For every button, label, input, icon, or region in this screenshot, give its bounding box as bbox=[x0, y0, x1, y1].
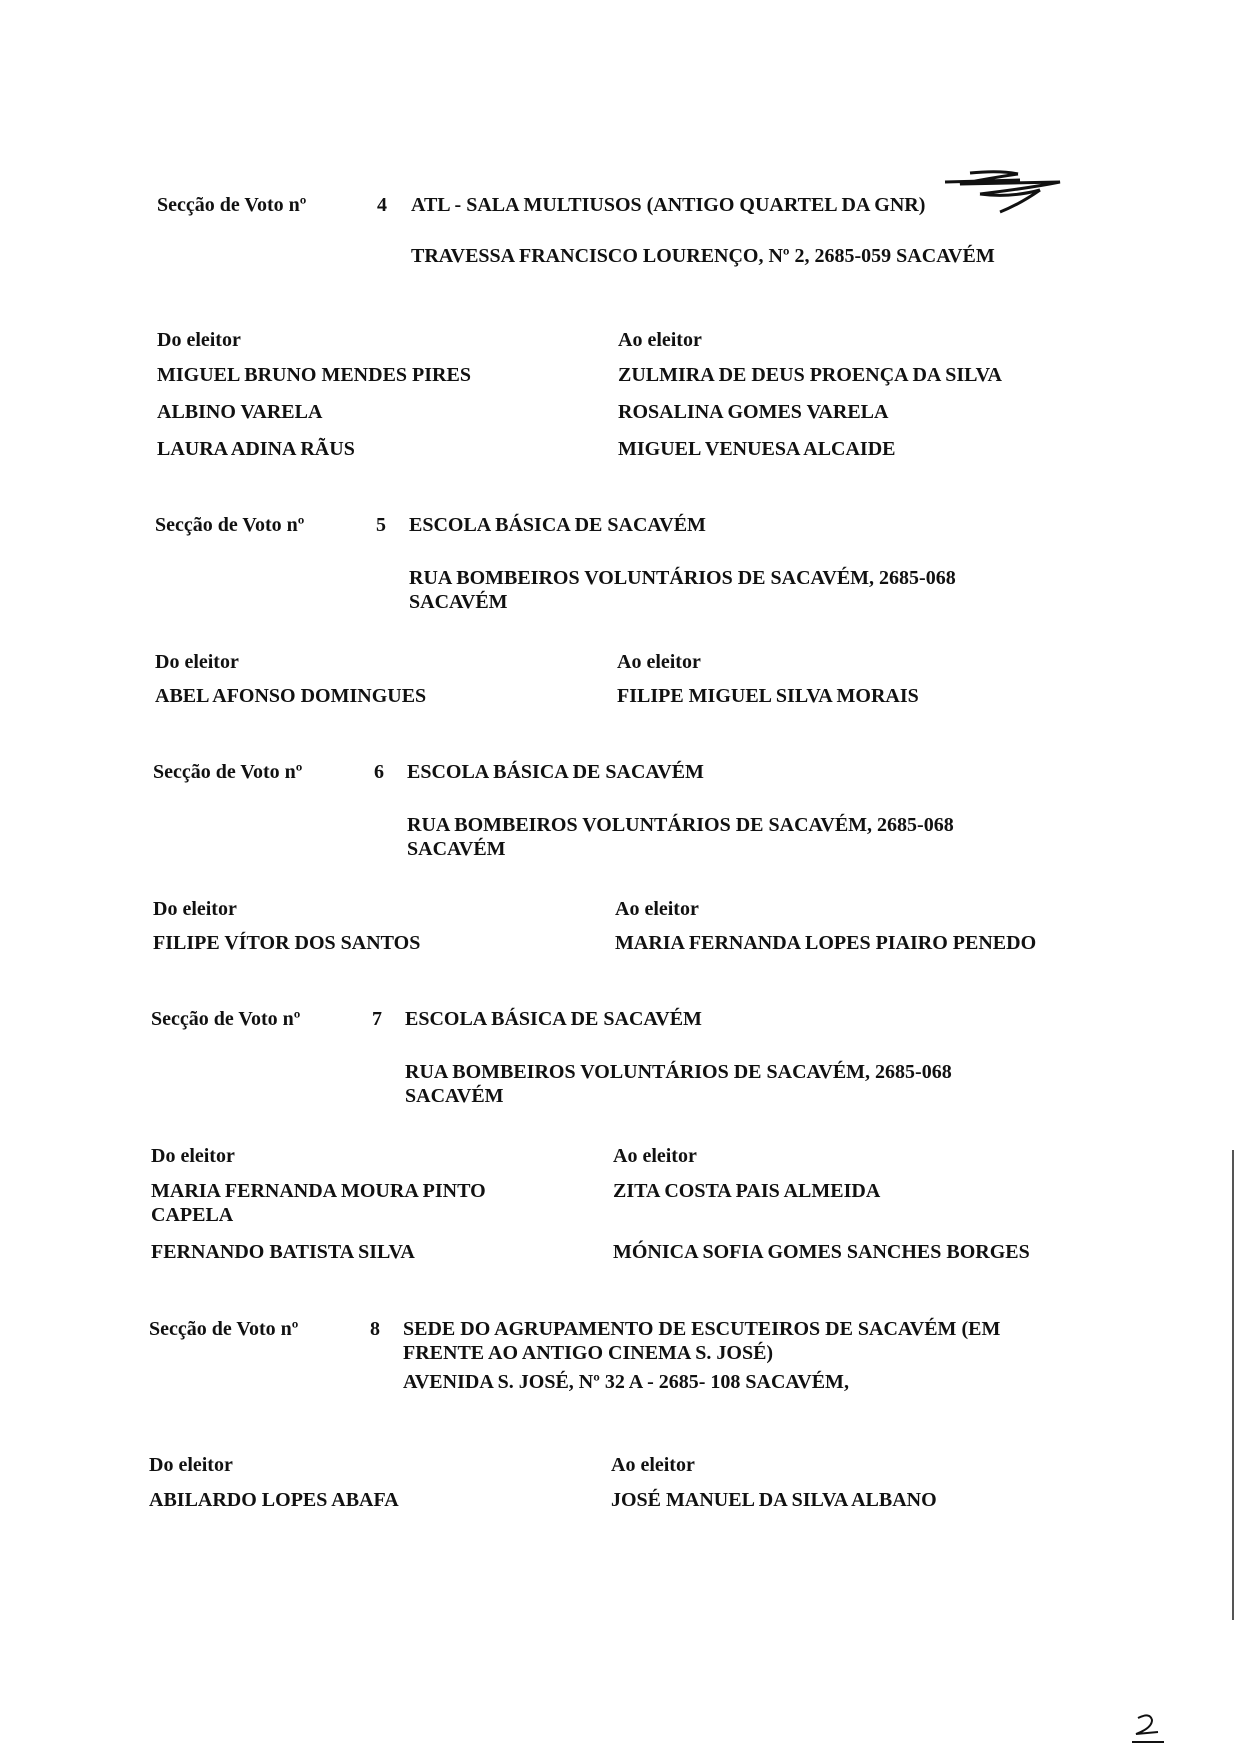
section-8-label: Secção de Voto nº bbox=[149, 1318, 299, 1340]
section-8-place: SEDE DO AGRUPAMENTO DE ESCUTEIROS DE SACAVÉM (EM FRENTE AO ANTIGO CINEMA S. JOSÉ) bbox=[403, 1318, 1001, 1364]
section-5-address: RUA BOMBEIROS VOLUNTÁRIOS DE SACAVÉM, 2685-068 SACAVÉM bbox=[409, 567, 956, 613]
section-4-to-name: MIGUEL VENUESA ALCAIDE bbox=[618, 438, 896, 460]
section-4-address: TRAVESSA FRANCISCO LOURENÇO, Nº 2, 2685-059 SACAVÉM bbox=[411, 245, 995, 267]
section-8-address: AVENIDA S. JOSÉ, Nº 32 A - 2685- 108 SACAVÉM, bbox=[403, 1371, 849, 1393]
section-8-to-label: Ao eleitor bbox=[611, 1454, 695, 1476]
section-4-to-name: ZULMIRA DE DEUS PROENÇA DA SILVA bbox=[618, 364, 1002, 386]
section-7-place: ESCOLA BÁSICA DE SACAVÉM bbox=[405, 1008, 702, 1030]
scan-edge-line bbox=[1232, 1150, 1234, 1620]
section-7-to-name: ZITA COSTA PAIS ALMEIDA bbox=[613, 1180, 881, 1202]
section-4-to-name: ROSALINA GOMES VARELA bbox=[618, 401, 889, 423]
section-6-address: RUA BOMBEIROS VOLUNTÁRIOS DE SACAVÉM, 2685-068 SACAVÉM bbox=[407, 814, 954, 860]
section-6-label: Secção de Voto nº bbox=[153, 761, 303, 783]
section-4-from-name: ALBINO VARELA bbox=[157, 401, 323, 423]
section-4-from-name: MIGUEL BRUNO MENDES PIRES bbox=[157, 364, 471, 386]
section-8-to-name: JOSÉ MANUEL DA SILVA ALBANO bbox=[611, 1489, 937, 1511]
section-6-from-label: Do eleitor bbox=[153, 898, 237, 920]
handwritten-page-number bbox=[1128, 1712, 1168, 1746]
section-7-address: RUA BOMBEIROS VOLUNTÁRIOS DE SACAVÉM, 2685-068 SACAVÉM bbox=[405, 1061, 952, 1107]
section-5-place: ESCOLA BÁSICA DE SACAVÉM bbox=[409, 514, 706, 536]
section-7-from-name: FERNANDO BATISTA SILVA bbox=[151, 1241, 415, 1263]
section-7-from-name: MARIA FERNANDA MOURA PINTO CAPELA bbox=[151, 1180, 486, 1226]
section-5-to-label: Ao eleitor bbox=[617, 651, 701, 673]
section-4-place: ATL - SALA MULTIUSOS (ANTIGO QUARTEL DA GNR) bbox=[411, 194, 926, 216]
section-5-from-label: Do eleitor bbox=[155, 651, 239, 673]
section-8-number: 8 bbox=[370, 1318, 380, 1340]
section-5-number: 5 bbox=[376, 514, 386, 536]
section-6-to-name: MARIA FERNANDA LOPES PIAIRO PENEDO bbox=[615, 932, 1037, 954]
section-7-to-label: Ao eleitor bbox=[613, 1145, 697, 1167]
section-7-label: Secção de Voto nº bbox=[151, 1008, 301, 1030]
section-7-from-label: Do eleitor bbox=[151, 1145, 235, 1167]
section-5-to-name: FILIPE MIGUEL SILVA MORAIS bbox=[617, 685, 919, 707]
signature-scribble bbox=[940, 168, 1140, 218]
section-4-label: Secção de Voto nº bbox=[157, 194, 307, 216]
section-4-from-name: LAURA ADINA RÃUS bbox=[157, 438, 355, 460]
section-6-from-name: FILIPE VÍTOR DOS SANTOS bbox=[153, 932, 421, 954]
section-6-number: 6 bbox=[374, 761, 384, 783]
section-8-from-label: Do eleitor bbox=[149, 1454, 233, 1476]
section-7-to-name: MÓNICA SOFIA GOMES SANCHES BORGES bbox=[613, 1241, 1030, 1263]
section-7-number: 7 bbox=[372, 1008, 382, 1030]
section-6-place: ESCOLA BÁSICA DE SACAVÉM bbox=[407, 761, 704, 783]
section-5-from-name: ABEL AFONSO DOMINGUES bbox=[155, 685, 427, 707]
section-6-to-label: Ao eleitor bbox=[615, 898, 699, 920]
section-8-from-name: ABILARDO LOPES ABAFA bbox=[149, 1489, 399, 1511]
section-4-number: 4 bbox=[377, 194, 387, 216]
section-4-from-label: Do eleitor bbox=[157, 329, 241, 351]
section-4-to-label: Ao eleitor bbox=[618, 329, 702, 351]
section-5-label: Secção de Voto nº bbox=[155, 514, 305, 536]
